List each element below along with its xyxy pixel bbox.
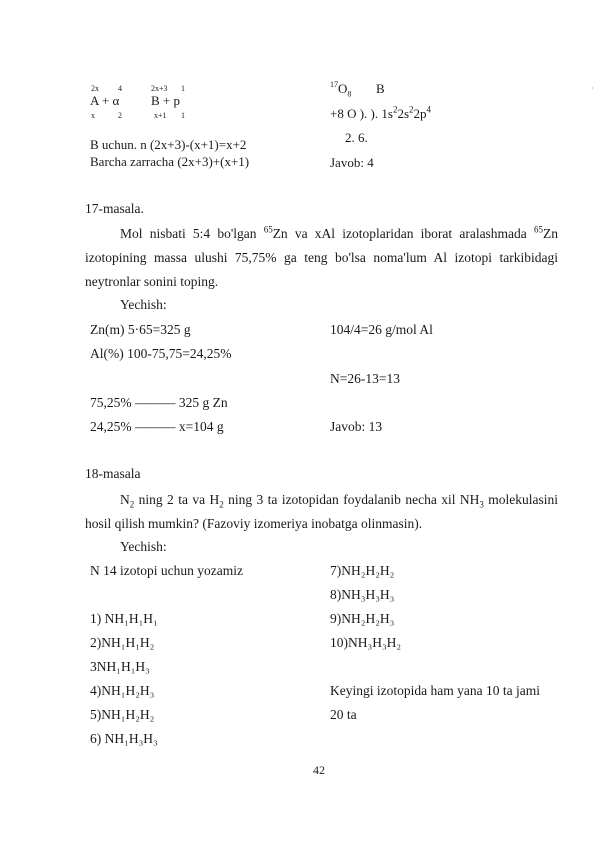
al-percent-line: Al(%) 100-75,75=24,25% — [90, 346, 232, 361]
charge-1: 1 — [181, 111, 185, 120]
zn-mass-line: Zn(m) 5·65=325 g — [90, 322, 191, 337]
problem-18-solution-label: Yechish: — [120, 539, 167, 554]
combo-1: 1) NH₁H₁H₁ — [90, 611, 158, 626]
oxygen-isotope: $^{17}O_8$ — [330, 79, 352, 99]
problem-17-text: Mol nisbati 5:4 bo'lgan $^{65}$Zn va xAl izotoplaridan iborat aralashmada $^{65}$Zn izotopining massa ulushi 75,75% ga teng bo'lsa noma'lum Al izotopi tarkibidagi neytronlar sonini toping. — [85, 224, 558, 289]
mass-1: 1 — [181, 84, 185, 93]
proportion-line-2: 24,25% ——— x=104 g — [90, 419, 224, 434]
reaction-right: B + p — [151, 93, 181, 108]
total-20-line: 20 ta — [330, 707, 357, 722]
charge-2: 2 — [118, 111, 122, 120]
reaction-left: A + α — [90, 93, 120, 108]
al-molar-line: 104/4=26 g/mol Al — [330, 322, 433, 337]
problem-17-solution-label: Yechish: — [120, 297, 167, 312]
combo-9: 9)NH₂H₂H₃ — [330, 611, 395, 626]
combo-5: 5)NH₁H₂H₂ — [90, 707, 155, 722]
problem-17-heading: 17-masala. — [85, 201, 144, 216]
neutron-calc-line: N=26-13=13 — [330, 371, 400, 386]
next-isotope-line: Keyingi izotopida ham yana 10 ta jami — [330, 683, 540, 698]
page-number: 42 — [313, 763, 325, 777]
mass-4: 4 — [118, 84, 122, 93]
combo-6: 6) NH₁H₃H₃ — [90, 731, 158, 746]
n14-intro-line: N 14 izotopi uchun yozamiz — [90, 563, 243, 578]
charge-x1: x+1 — [154, 111, 167, 120]
combo-3: 3NH₁H₁H₃ — [90, 659, 150, 674]
combo-8: 8)NH₃H₃H₃ — [330, 587, 395, 602]
combo-7: 7)NH₂H₂H₂ — [330, 563, 395, 578]
mass-2x3: 2x+3 — [151, 84, 168, 93]
b-neutrons-line: B uchun. n (2x+3)-(x+1)=x+2 — [90, 137, 247, 152]
total-particles-line: Barcha zarracha (2x+3)+(x+1) — [90, 154, 250, 169]
electron-shells: 2. 6. — [345, 130, 368, 145]
combo-4: 4)NH₁H₂H₃ — [90, 683, 155, 698]
edge-mark: · — [591, 84, 594, 93]
electron-config: +8 O ). ). $1s^22s^22p^4$ — [330, 104, 431, 121]
combo-10: 10)NH₃H₃H₂ — [330, 635, 402, 650]
problem-18-heading: 18-masala — [85, 466, 141, 481]
mass-2x: 2x — [91, 84, 99, 93]
charge-x: x — [91, 111, 95, 120]
combo-2: 2)NH₁H₁H₂ — [90, 635, 155, 650]
answer-13: Javob: 13 — [330, 419, 383, 434]
answer-4: Javob: 4 — [330, 155, 374, 170]
b-symbol: B — [376, 81, 385, 96]
problem-18-text: $N_2$ ning 2 ta va $H_2$ ning 3 ta izotopidan foydalanib necha xil $NH_3$ molekulasini hosil qilish mumkin? (Fazoviy izomeriya inobatga olinmasin). — [85, 492, 558, 531]
proportion-line-1: 75,25% ——— 325 g Zn — [90, 395, 228, 410]
